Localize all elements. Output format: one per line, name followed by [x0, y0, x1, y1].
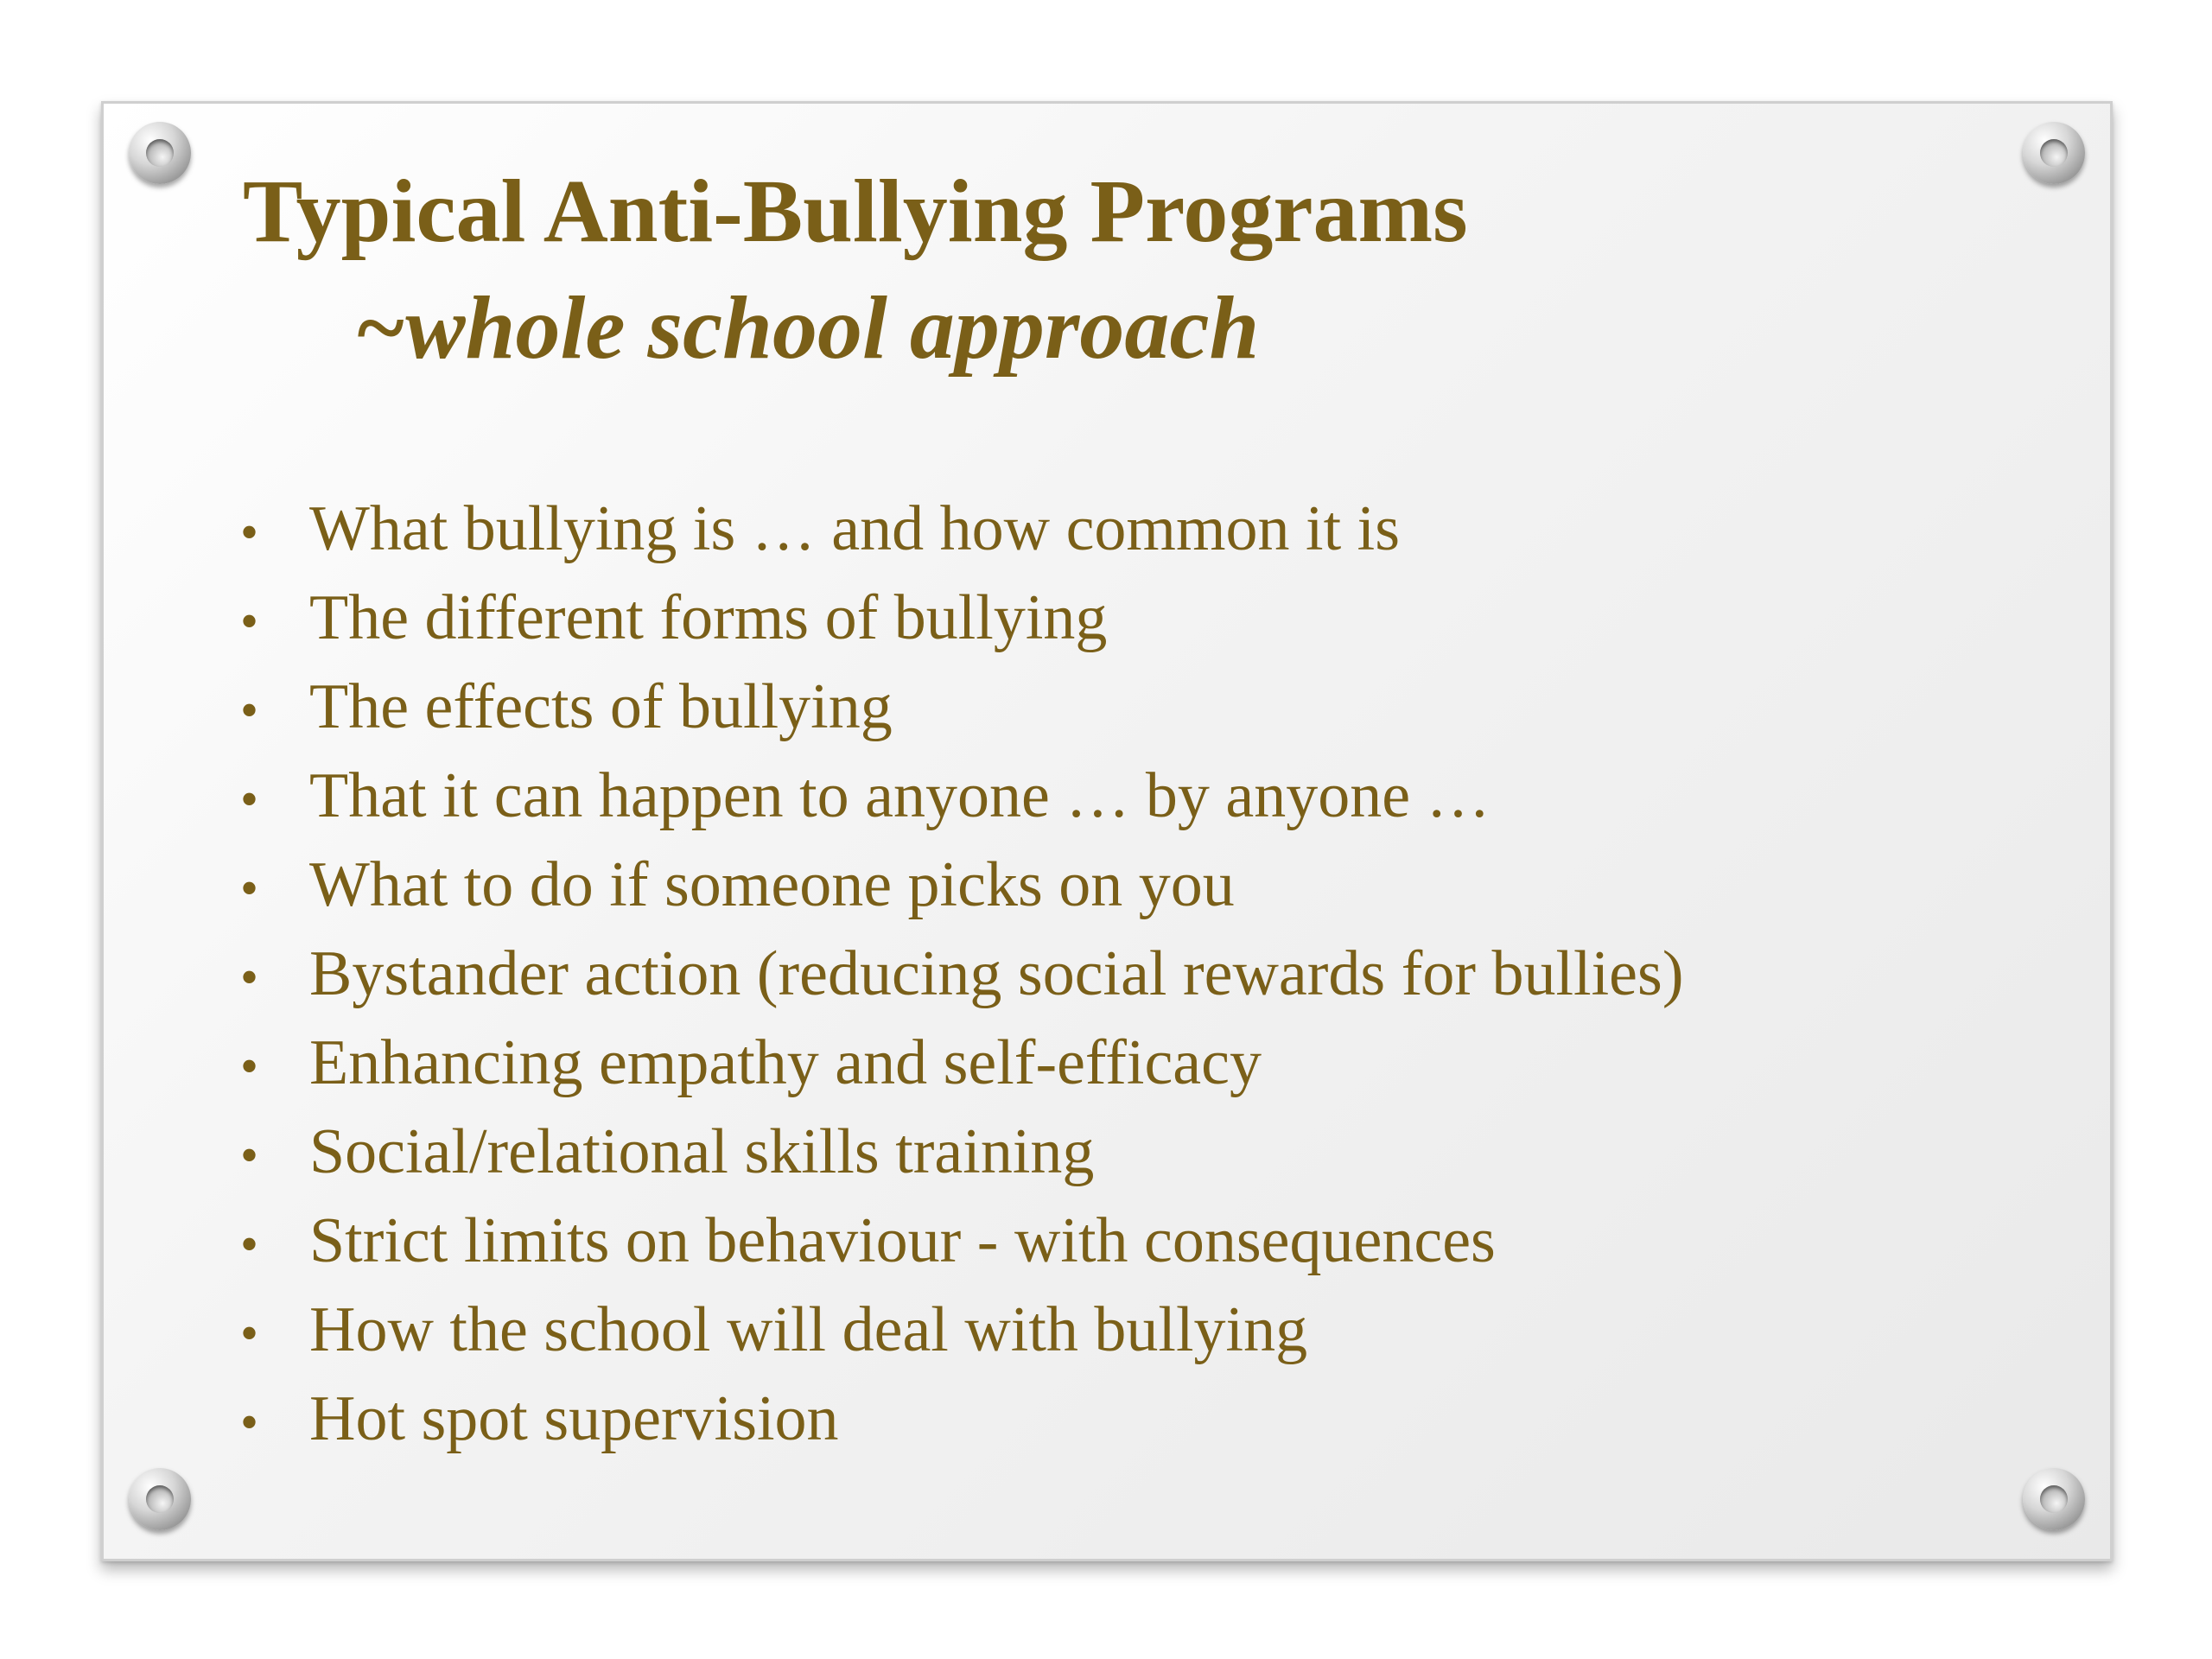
list-item-text: The effects of bullying	[309, 671, 893, 742]
list-item-text: Social/relational skills training	[309, 1116, 1095, 1187]
list-item	[240, 1382, 1683, 1471]
list-item-text: Bystander action (reducing social rewards for bullies)	[309, 938, 1684, 1009]
bullet-icon: •	[240, 771, 259, 828]
list-item	[240, 849, 1683, 938]
list-item	[240, 1205, 1683, 1294]
grommet-icon	[2023, 1468, 2085, 1530]
list-item	[240, 760, 1683, 849]
bullet-icon: •	[240, 504, 259, 561]
list-item-text: How the school will deal with bullying	[309, 1294, 1308, 1365]
list-item-text: What bullying is … and how common it is	[309, 493, 1401, 564]
bullet-icon: •	[240, 1394, 259, 1451]
bullet-icon: •	[240, 860, 259, 917]
list-item-text: Hot spot supervision	[309, 1383, 839, 1454]
list-item	[240, 1294, 1683, 1382]
slide-title: Typical Anti-Bullying Programs	[243, 162, 1468, 261]
bullet-icon: •	[240, 682, 259, 739]
bullet-icon: •	[240, 593, 259, 650]
bullet-icon: •	[240, 1216, 259, 1273]
list-item-text: Strict limits on behaviour - with consequences	[309, 1205, 1496, 1276]
bullet-list	[240, 493, 1683, 1471]
grommet-icon	[129, 122, 191, 184]
list-item	[240, 582, 1683, 671]
bullet-icon: •	[240, 1127, 259, 1184]
list-item-text: That it can happen to anyone … by anyone …	[309, 760, 1491, 831]
list-item	[240, 671, 1683, 760]
list-item	[240, 1027, 1683, 1116]
list-item-text: Enhancing empathy and self-efficacy	[309, 1027, 1262, 1098]
bullet-icon: •	[240, 949, 259, 1006]
bullet-icon: •	[240, 1038, 259, 1095]
slide-card	[101, 101, 2113, 1561]
grommet-icon	[129, 1468, 191, 1530]
list-item	[240, 1116, 1683, 1205]
bullet-icon: •	[240, 1305, 259, 1362]
list-item-text: The different forms of bullying	[309, 582, 1108, 653]
slide-subtitle: ~whole school approach	[354, 278, 1260, 378]
list-item	[240, 493, 1683, 582]
grommet-icon	[2023, 122, 2085, 184]
list-item-text: What to do if someone picks on you	[309, 849, 1235, 920]
list-item	[240, 938, 1683, 1027]
